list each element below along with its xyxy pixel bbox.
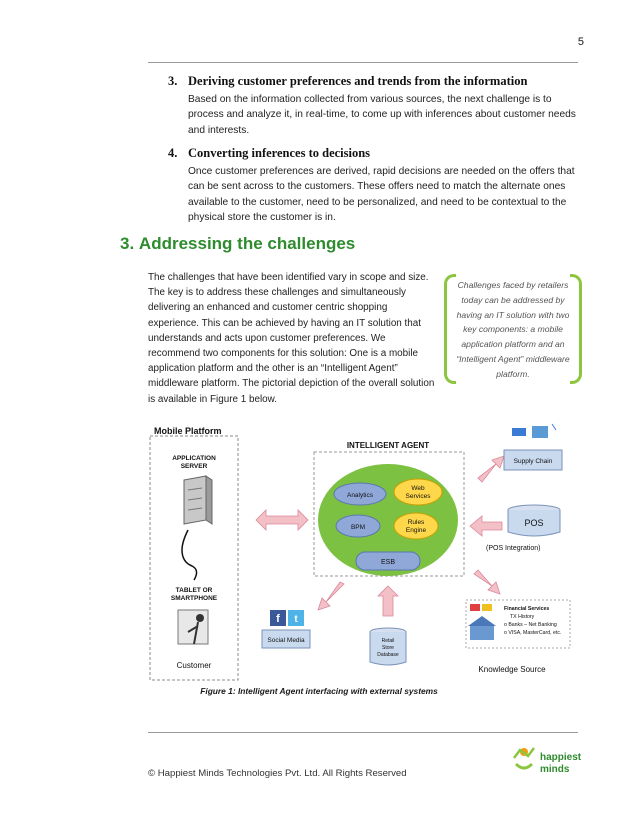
customer-label: Customer <box>176 661 212 670</box>
list-item-deriving-preferences <box>168 74 578 138</box>
pos-integration-label: (POS Integration) <box>486 545 541 552</box>
callout-text: Challenges faced by retailers today can be addressed by having an IT solution with two key components: a mobile application platform and an “Intelligent Agent” middleware platform. <box>456 280 570 379</box>
social-media-label: Social Media <box>267 637 305 644</box>
section-heading: 3. Addressing the challenges <box>120 234 356 253</box>
happiest-minds-logo <box>510 738 590 788</box>
tablet-label-2: SMARTPHONE <box>170 595 218 602</box>
mobile-platform-label: Mobile Platform <box>154 426 222 436</box>
supply-chain-label: Supply Chain <box>513 458 553 465</box>
list-item-converting-inferences <box>168 146 578 226</box>
web-services-node <box>394 479 442 505</box>
arrow-supply-chain <box>478 456 504 482</box>
web-services-label-2: Services <box>405 493 431 500</box>
rules-label-1: Rules <box>407 519 425 526</box>
rules-label-2: Engine <box>405 527 427 534</box>
customer-icon <box>178 610 208 644</box>
architecture-diagram <box>148 420 588 682</box>
list-item-title: 3. Deriving customer preferences and trends from the information <box>168 74 528 88</box>
copyright-text: © Happiest Minds Technologies Pvt. Ltd. All Rights Reserved <box>148 768 407 779</box>
esb-label: ESB <box>380 559 396 566</box>
tablet-label-1: TABLET OR <box>175 587 213 594</box>
analytics-label: Analytics <box>346 492 374 499</box>
arrow-retail-db <box>378 586 398 616</box>
logo-text-2: minds <box>540 764 570 775</box>
app-server-label-2: SERVER <box>180 463 208 470</box>
knowledge-source-label: Knowledge Source <box>478 665 546 674</box>
callout-box <box>444 274 582 384</box>
list-item-body: Based on the information collected from various sources, the next challenge is to process and analyze it, in real-time, to come up with inferences about customer needs and interests. <box>188 94 576 136</box>
rules-engine-node <box>394 513 438 539</box>
arrow-knowledge <box>474 570 500 594</box>
header-rule <box>148 62 578 63</box>
financial-line-2: TX History <box>510 614 535 620</box>
bpm-label: BPM <box>350 524 366 531</box>
app-server-label-1: APPLICATION <box>172 455 216 462</box>
list-item-title: 4. Converting inferences to decisions <box>168 146 371 160</box>
arrow-mobile-agent <box>256 510 308 530</box>
arrow-pos <box>470 516 502 536</box>
page-number: 5 <box>577 36 584 48</box>
wireless-connection-line <box>182 530 197 580</box>
web-services-label-1: Web <box>411 485 425 492</box>
retail-db-label-3: Database <box>377 652 399 658</box>
figure-caption: Figure 1: Intelligent Agent interfacing with external systems <box>200 686 438 696</box>
retail-db-label-2: Store <box>382 645 394 651</box>
bank-icon <box>468 604 496 640</box>
financial-line-4: o VISA, MasterCard, etc. <box>504 630 562 636</box>
financial-line-3: o Banks – Net Banking <box>504 622 557 628</box>
list-item-body: Once customer preferences are derived, rapid decisions are needed on the offers that can be sent across to the customers. These offers need to match the alternate ones available to the customer, need to be personalized, and need to be contextual to the physical store the customer is in. <box>188 166 575 224</box>
server-icon <box>184 476 212 524</box>
logo-text-1: happiest <box>540 752 582 763</box>
logo-smile <box>516 764 532 768</box>
supply-chain-icon <box>512 424 556 438</box>
footer-rule <box>148 732 578 733</box>
intelligent-agent-label: INTELLIGENT AGENT <box>346 441 430 450</box>
financial-line-1: Financial Services <box>504 606 550 612</box>
facebook-glyph: f <box>276 613 280 625</box>
twitter-glyph: t <box>294 614 298 625</box>
section-paragraph: The challenges that have been identified vary in scope and size. The key is to address these challenges and simultaneously delivering an enhanced and customer centric shopping experience. This can be achieved by having an IT solution that understands and acts upon customer preferences. We recommend two components for this solution: One is a mobile application platform and the other is an “Intelligent Agent” middleware platform. The pictorial depiction of the overall solution is available in Figure 1 below. <box>148 272 435 405</box>
pos-label: POS <box>524 518 544 528</box>
retail-db-label-1: Retail <box>381 638 395 644</box>
arrow-social <box>318 582 344 610</box>
diagram-svg <box>148 420 588 682</box>
